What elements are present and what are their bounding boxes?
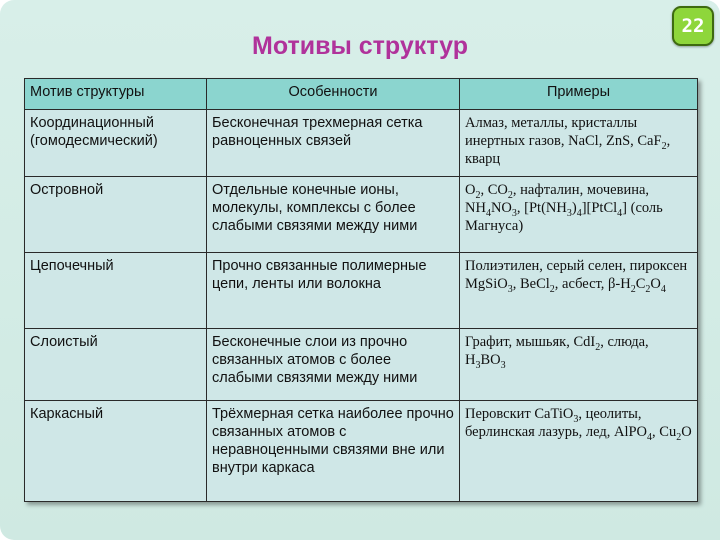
- table-row: [25, 401, 698, 502]
- table-row: [25, 253, 698, 329]
- table-header-row: [25, 79, 698, 110]
- examples-cell: Полиэтилен, серый селен, пироксен MgSiO$_3$, BeCl$_2$, асбест, $\beta-H_2C_2O_4$: [460, 253, 698, 329]
- header-examples: Примеры: [460, 79, 698, 110]
- motif-cell: Цепочечный: [25, 253, 207, 329]
- motif-cell: Островной: [25, 177, 207, 253]
- features-cell: Бесконечная трехмерная сетка равноценных связей: [207, 110, 460, 177]
- examples-cell: Алмаз, металлы, кристаллы инертных газов, NaCl, ZnS, CaF$_2$, кварц: [460, 110, 698, 177]
- slide-title: Мотивы структур: [252, 32, 468, 60]
- features-cell: Трёхмерная сетка наиболее прочно связанных атомов с неравноценными связями вне или внутри каркаса: [207, 401, 460, 502]
- examples-cell: $O_2$, $CO_2$, нафталин, мочевина, $NH_4NO_3$, $[Pt(NH_3)_4][PtCl_4]$ (соль Магнуса): [460, 177, 698, 253]
- slide-number-badge: 22: [672, 6, 714, 46]
- table-row: [25, 329, 698, 401]
- motif-cell: Каркасный: [25, 401, 207, 502]
- features-cell: Отдельные конечные ионы, молекулы, комплексы с более слабыми связями между ними: [207, 177, 460, 253]
- header-motif: Мотив структуры: [25, 79, 207, 110]
- motif-cell: Координационный (гомодесмический): [25, 110, 207, 177]
- features-cell: Прочно связанные полимерные цепи, ленты или волокна: [207, 253, 460, 329]
- table-row: [25, 177, 698, 253]
- structure-motifs-table: [24, 78, 698, 502]
- header-features: Особенности: [207, 79, 460, 110]
- table-row: [25, 110, 698, 177]
- examples-cell: Графит, мышьяк, CdI$_2$, слюда, $H_3BO_3$: [460, 329, 698, 401]
- features-cell: Бесконечные слои из прочно связанных атомов с более слабыми связями между ними: [207, 329, 460, 401]
- motif-cell: Слоистый: [25, 329, 207, 401]
- examples-cell: Перовскит CaTiO$_3$, цеолиты, берлинская лазурь, лед, AlPO$_4$, $Cu_2O$: [460, 401, 698, 502]
